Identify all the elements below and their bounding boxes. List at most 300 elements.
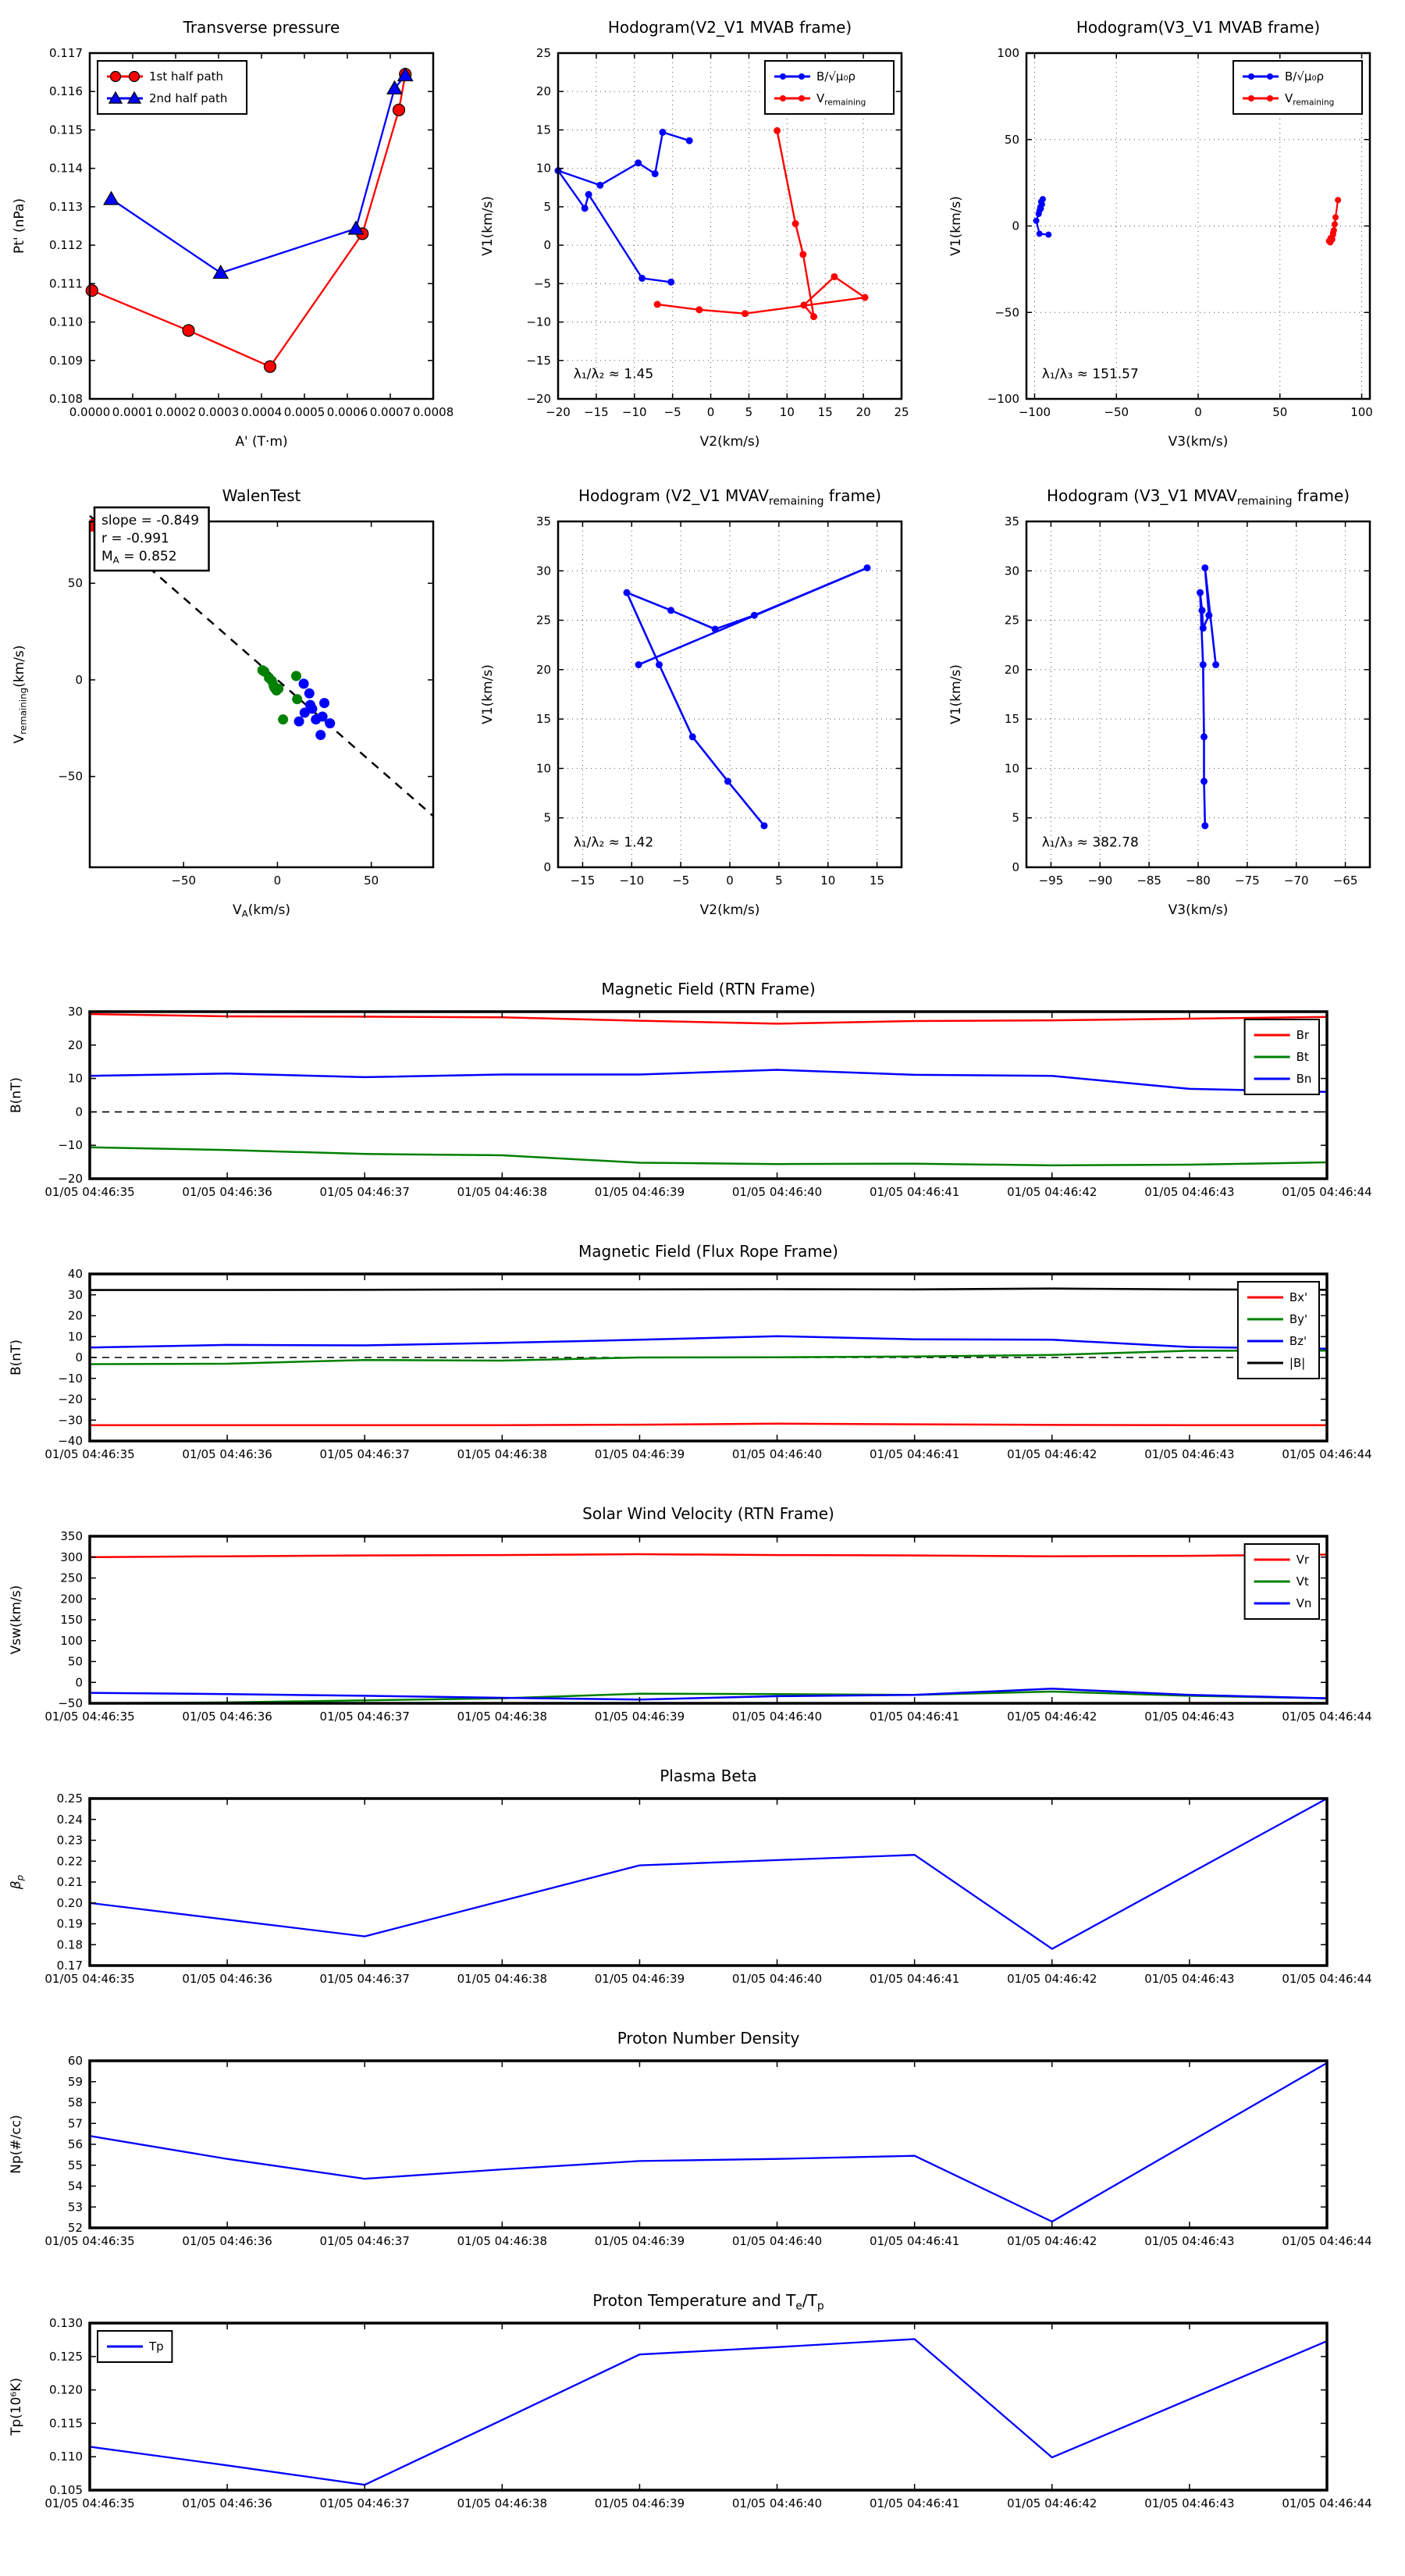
y-tick-label: −20 bbox=[58, 1392, 83, 1407]
x-tick-label: 01/05 04:46:35 bbox=[44, 2496, 135, 2510]
series-v-remaining bbox=[1326, 197, 1342, 245]
chart-plasma-beta bbox=[0, 1759, 1405, 2012]
x-tick-label: 01/05 04:46:40 bbox=[731, 1972, 823, 1986]
legend-label: B/√μ₀ρ bbox=[1285, 69, 1324, 84]
x-tick-label: 01/05 04:46:35 bbox=[44, 1185, 135, 1199]
x-tick-label: 0 bbox=[273, 873, 282, 888]
y-axis-label: Vsw(km/s) bbox=[9, 1585, 24, 1655]
x-axis-label: V3(km/s) bbox=[1168, 434, 1229, 450]
series-np bbox=[90, 2063, 1327, 2222]
proton-number-density-svg bbox=[0, 2022, 1405, 2275]
eigenvalue-annotation: λ₁/λ₃ ≈ 382.78 bbox=[1041, 834, 1139, 851]
stats-line: $M_A = 0.852$ bbox=[101, 549, 177, 566]
x-tick-label: 01/05 04:46:39 bbox=[594, 2234, 685, 2248]
series-bt bbox=[90, 1147, 1327, 1165]
y-tick-label: 56 bbox=[67, 2137, 83, 2151]
hodogram-v2v1-mvab-svg bbox=[468, 5, 937, 473]
x-tick-label: 01/05 04:46:36 bbox=[182, 1185, 272, 1199]
x-tick-label: 01/05 04:46:41 bbox=[869, 1185, 960, 1199]
stats-line: r = -0.991 bbox=[101, 531, 169, 546]
y-tick-label: 0.115 bbox=[49, 2416, 83, 2431]
y-axis-label: Pt' (nPa) bbox=[12, 198, 27, 254]
y-tick-label: −100 bbox=[987, 392, 1019, 406]
y-tick-label: 150 bbox=[60, 1613, 83, 1627]
x-tick-label: 01/05 04:46:40 bbox=[731, 1185, 823, 1199]
y-tick-label: 5 bbox=[543, 810, 551, 825]
ticks bbox=[44, 1005, 1371, 1199]
x-tick-label: 01/05 04:46:38 bbox=[457, 1972, 548, 1986]
x-tick-label: 01/05 04:46:42 bbox=[1007, 2496, 1097, 2510]
chart-title: WalenTest bbox=[222, 486, 301, 505]
legend-label: Vt bbox=[1296, 1574, 1309, 1589]
walen-test-svg bbox=[0, 473, 468, 941]
legend-label: Bn bbox=[1296, 1072, 1312, 1086]
x-tick-label: 01/05 04:46:37 bbox=[319, 1447, 410, 1461]
y-tick-label: 52 bbox=[67, 2221, 83, 2235]
y-tick-label: −10 bbox=[58, 1138, 83, 1153]
legend bbox=[765, 61, 894, 114]
plot-frame bbox=[90, 2061, 1327, 2228]
hodogram-v3v1-mvav-svg bbox=[937, 473, 1405, 941]
x-tick-label: 0.0007 bbox=[369, 405, 411, 419]
y-tick-label: 0.109 bbox=[49, 353, 83, 368]
series-second-half-points bbox=[294, 678, 336, 740]
chart-title: Hodogram (V3_V1 $MVAV_{remaining}$ frame) bbox=[1046, 486, 1350, 508]
y-tick-label: 10 bbox=[535, 761, 551, 776]
y-tick-label: −30 bbox=[58, 1413, 83, 1428]
legend bbox=[1245, 1019, 1319, 1094]
ticks bbox=[1005, 514, 1370, 888]
grid bbox=[1026, 521, 1370, 867]
x-tick-label: 50 bbox=[364, 873, 379, 888]
ticks bbox=[44, 1791, 1371, 1986]
chart-title: Magnetic Field (Flux Rope Frame) bbox=[578, 1242, 838, 1261]
x-tick-label: 01/05 04:46:35 bbox=[44, 1447, 135, 1461]
figure-row-1 bbox=[0, 5, 1405, 473]
legend-label: Vr bbox=[1296, 1553, 1310, 1567]
y-tick-label: 15 bbox=[535, 123, 551, 137]
legend-label: $V_{remaining}$ bbox=[816, 91, 866, 108]
y-tick-label: 0.24 bbox=[56, 1812, 83, 1827]
legend bbox=[1238, 1282, 1319, 1379]
ticks bbox=[536, 514, 902, 888]
y-tick-label: 50 bbox=[67, 576, 83, 591]
y-axis-label: B(nT) bbox=[9, 1076, 24, 1114]
legend-label: Br bbox=[1296, 1028, 1310, 1042]
x-tick-label: 01/05 04:46:44 bbox=[1282, 2496, 1372, 2510]
y-tick-label: 0.23 bbox=[56, 1833, 83, 1848]
x-tick-label: 01/05 04:46:43 bbox=[1144, 1447, 1235, 1461]
x-tick-label: −50 bbox=[1104, 405, 1129, 419]
x-tick-label: 01/05 04:46:43 bbox=[1144, 1710, 1235, 1724]
y-tick-label: 250 bbox=[60, 1571, 83, 1585]
y-tick-label: 25 bbox=[535, 613, 551, 628]
ticks bbox=[44, 2316, 1371, 2510]
x-tick-label: 20 bbox=[855, 405, 871, 419]
x-axis-label: V2(km/s) bbox=[699, 434, 760, 450]
x-tick-label: 01/05 04:46:35 bbox=[44, 1972, 135, 1986]
chart-title: Proton Temperature and $T_e/T_p$ bbox=[592, 2291, 824, 2313]
y-tick-label: 25 bbox=[535, 46, 551, 60]
x-tick-label: 0.0006 bbox=[326, 405, 368, 419]
x-tick-label: 01/05 04:46:39 bbox=[594, 1710, 685, 1724]
y-tick-label: 30 bbox=[67, 1287, 83, 1302]
x-tick-label: −65 bbox=[1332, 873, 1358, 888]
x-tick-label: 0.0000 bbox=[69, 405, 111, 419]
y-tick-label: 50 bbox=[1004, 132, 1019, 147]
x-tick-label: 0.0001 bbox=[112, 405, 154, 419]
y-tick-label: 0 bbox=[75, 1350, 83, 1364]
x-tick-label: 01/05 04:46:42 bbox=[1007, 1185, 1097, 1199]
chart-hodogram-v3v1-mvab bbox=[937, 5, 1405, 473]
y-tick-label: 20 bbox=[535, 84, 551, 99]
x-tick-label: 01/05 04:46:36 bbox=[182, 2234, 272, 2248]
chart-walen-test bbox=[0, 473, 468, 941]
x-tick-label: −5 bbox=[672, 873, 690, 888]
x-tick-label: 01/05 04:46:36 bbox=[182, 1447, 272, 1461]
x-tick-label: 10 bbox=[779, 405, 795, 419]
y-tick-label: 5 bbox=[1012, 810, 1019, 825]
x-tick-label: 01/05 04:46:41 bbox=[869, 2496, 960, 2510]
x-axis-label: V2(km/s) bbox=[699, 902, 760, 918]
x-axis-label: A' (T·m) bbox=[235, 434, 288, 450]
y-tick-label: 20 bbox=[535, 662, 551, 677]
x-tick-label: −90 bbox=[1087, 873, 1113, 888]
x-tick-label: 01/05 04:46:42 bbox=[1007, 1972, 1097, 1986]
chart-title: Hodogram(V3_V1 MVAB frame) bbox=[1076, 18, 1321, 37]
y-tick-label: 0 bbox=[543, 860, 551, 874]
x-tick-label: 01/05 04:46:41 bbox=[869, 2234, 960, 2248]
chart-magnetic-field-rtn bbox=[0, 973, 1405, 1226]
chart-title: Transverse pressure bbox=[183, 18, 340, 37]
legend-label: Tp bbox=[149, 2339, 164, 2354]
plot-frame bbox=[90, 2323, 1327, 2490]
magnetic-field-flux-rope-svg bbox=[0, 1235, 1405, 1488]
y-tick-label: 0 bbox=[75, 1105, 83, 1119]
y-tick-label: 0.114 bbox=[49, 161, 83, 176]
y-tick-label: 54 bbox=[67, 2179, 83, 2194]
y-tick-label: 40 bbox=[67, 1267, 83, 1281]
y-tick-label: 15 bbox=[1004, 712, 1019, 727]
chart-proton-number-density bbox=[0, 2022, 1405, 2275]
plot-frame bbox=[90, 521, 433, 867]
x-tick-label: −85 bbox=[1136, 873, 1161, 888]
x-tick-label: −70 bbox=[1283, 873, 1309, 888]
legend-label: B/√μ₀ρ bbox=[816, 69, 855, 84]
y-axis-label: V1(km/s) bbox=[480, 196, 496, 256]
x-tick-label: 01/05 04:46:37 bbox=[319, 2496, 410, 2510]
y-tick-label: 200 bbox=[60, 1592, 83, 1606]
y-tick-label: 0.110 bbox=[49, 2450, 83, 2464]
y-axis-label: V1(km/s) bbox=[948, 664, 964, 724]
x-tick-label: −80 bbox=[1186, 873, 1211, 888]
eigenvalue-annotation: λ₁/λ₃ ≈ 151.57 bbox=[1041, 366, 1139, 382]
x-tick-label: 0.0004 bbox=[240, 405, 283, 419]
y-tick-label: −50 bbox=[58, 769, 83, 784]
series-vr bbox=[90, 1554, 1327, 1557]
y-tick-label: −50 bbox=[58, 1696, 83, 1710]
legend-label: 2nd half path bbox=[149, 91, 228, 105]
x-tick-label: 01/05 04:46:44 bbox=[1282, 1972, 1372, 1986]
x-tick-label: −20 bbox=[546, 405, 571, 419]
y-tick-label: 20 bbox=[67, 1308, 83, 1323]
x-tick-label: 01/05 04:46:41 bbox=[869, 1710, 960, 1724]
x-tick-label: 01/05 04:46:37 bbox=[319, 1972, 410, 1986]
ticks bbox=[58, 521, 433, 888]
legend bbox=[98, 2331, 172, 2362]
figure-row-2 bbox=[0, 473, 1405, 941]
legend-label: By' bbox=[1289, 1312, 1308, 1326]
y-tick-label: 30 bbox=[535, 564, 551, 578]
y-tick-label: 20 bbox=[1004, 662, 1019, 677]
y-tick-label: −40 bbox=[58, 1434, 83, 1448]
y-tick-label: 0.110 bbox=[49, 315, 83, 329]
y-tick-label: 0.105 bbox=[49, 2483, 83, 2497]
y-tick-label: 0.111 bbox=[49, 276, 83, 291]
magnetic-field-rtn-svg bbox=[0, 973, 1405, 1226]
x-tick-label: 01/05 04:46:44 bbox=[1282, 2234, 1372, 2248]
y-tick-label: 0 bbox=[543, 238, 551, 253]
y-tick-label: 0.116 bbox=[49, 84, 83, 99]
chart-title: Plasma Beta bbox=[660, 1767, 757, 1785]
x-tick-label: 01/05 04:46:38 bbox=[457, 2496, 548, 2510]
y-tick-label: 0.22 bbox=[56, 1854, 83, 1869]
stats-annotation-box bbox=[94, 507, 209, 571]
x-tick-label: 01/05 04:46:39 bbox=[594, 2496, 685, 2510]
legend bbox=[1233, 61, 1362, 114]
y-tick-label: 10 bbox=[67, 1329, 83, 1344]
y-tick-label: 10 bbox=[1004, 761, 1019, 776]
chart-title: Proton Number Density bbox=[617, 2029, 800, 2048]
series-bz- bbox=[90, 1336, 1327, 1349]
y-tick-label: 0 bbox=[1012, 860, 1019, 874]
y-tick-label: −5 bbox=[533, 276, 551, 291]
x-tick-label: 01/05 04:46:36 bbox=[182, 2496, 272, 2510]
y-tick-label: 0.18 bbox=[56, 1937, 83, 1952]
chart-title: Hodogram (V2_V1 $MVAV_{remaining}$ frame) bbox=[578, 486, 882, 508]
x-tick-label: −100 bbox=[1018, 405, 1051, 419]
x-tick-label: −10 bbox=[619, 873, 645, 888]
y-axis-label: B(nT) bbox=[9, 1339, 24, 1376]
x-tick-label: −95 bbox=[1038, 873, 1064, 888]
y-tick-label: 0.25 bbox=[56, 1791, 83, 1806]
x-tick-label: 01/05 04:46:39 bbox=[594, 1185, 685, 1199]
chart-title: Magnetic Field (RTN Frame) bbox=[601, 980, 816, 998]
x-tick-label: 01/05 04:46:41 bbox=[869, 1972, 960, 1986]
y-tick-label: 0 bbox=[75, 1675, 83, 1690]
series-v-hodogram bbox=[624, 564, 871, 829]
x-tick-label: −15 bbox=[570, 873, 596, 888]
x-tick-label: 0.0003 bbox=[197, 405, 240, 419]
x-tick-label: 0 bbox=[1194, 405, 1202, 419]
y-tick-label: 5 bbox=[543, 199, 551, 214]
x-tick-label: 01/05 04:46:40 bbox=[731, 1447, 823, 1461]
x-tick-label: 01/05 04:46:39 bbox=[594, 1972, 685, 1986]
y-tick-label: 0.115 bbox=[49, 123, 83, 137]
x-tick-label: 01/05 04:46:37 bbox=[319, 1710, 410, 1724]
series-v-hodogram bbox=[1197, 564, 1219, 829]
x-tick-label: 01/05 04:46:43 bbox=[1144, 1185, 1235, 1199]
y-tick-label: 0.20 bbox=[56, 1895, 83, 1910]
x-tick-label: 0.0005 bbox=[283, 405, 325, 419]
y-axis-label: V1(km/s) bbox=[948, 196, 964, 256]
y-tick-label: 60 bbox=[67, 2054, 83, 2068]
legend-label: 1st half path bbox=[149, 69, 224, 84]
y-tick-label: 57 bbox=[67, 2116, 83, 2131]
chart-solar-wind-velocity bbox=[0, 1497, 1405, 1750]
x-tick-label: 01/05 04:46:42 bbox=[1007, 1710, 1097, 1724]
y-tick-label: 0 bbox=[1012, 219, 1019, 233]
y-tick-label: 0.21 bbox=[56, 1875, 83, 1889]
y-tick-label: 0.17 bbox=[56, 1959, 83, 1973]
y-tick-label: 0.125 bbox=[49, 2349, 83, 2364]
x-tick-label: 01/05 04:46:40 bbox=[731, 2234, 823, 2248]
y-tick-label: −50 bbox=[994, 305, 1019, 320]
y-tick-label: 35 bbox=[535, 514, 551, 528]
series-tp bbox=[90, 2339, 1327, 2485]
y-tick-label: 53 bbox=[67, 2200, 83, 2215]
hodogram-v2v1-mvav-svg bbox=[468, 473, 937, 941]
x-tick-label: 0 bbox=[726, 873, 734, 888]
chart-title: Solar Wind Velocity (RTN Frame) bbox=[582, 1504, 834, 1523]
x-tick-label: 01/05 04:46:42 bbox=[1007, 2234, 1097, 2248]
x-tick-label: 15 bbox=[870, 873, 885, 888]
y-tick-label: 30 bbox=[1004, 564, 1019, 578]
x-tick-label: 01/05 04:46:43 bbox=[1144, 2234, 1235, 2248]
x-tick-label: −10 bbox=[621, 405, 647, 419]
chart-proton-temperature bbox=[0, 2284, 1405, 2537]
legend bbox=[1245, 1544, 1319, 1619]
x-tick-label: 01/05 04:46:41 bbox=[869, 1447, 960, 1461]
x-tick-label: 0 bbox=[706, 405, 715, 419]
chart-hodogram-v2v1-mvav bbox=[468, 473, 937, 941]
y-tick-label: 55 bbox=[67, 2158, 83, 2172]
y-tick-label: 58 bbox=[67, 2095, 83, 2110]
y-tick-label: 100 bbox=[997, 46, 1019, 60]
series-b-over-sqrt-mu0-rho bbox=[1033, 196, 1052, 237]
legend-label: $V_{remaining}$ bbox=[1285, 91, 1335, 108]
legend-label: Vn bbox=[1296, 1596, 1312, 1610]
y-tick-label: 35 bbox=[1004, 514, 1019, 528]
x-tick-label: 15 bbox=[817, 405, 833, 419]
y-tick-label: −10 bbox=[526, 315, 551, 329]
y-tick-label: 300 bbox=[60, 1550, 83, 1564]
stats-line: slope = -0.849 bbox=[101, 513, 200, 528]
legend bbox=[98, 61, 247, 114]
legend-label: |B| bbox=[1289, 1356, 1306, 1370]
plot-frame bbox=[90, 1536, 1327, 1703]
x-tick-label: −75 bbox=[1235, 873, 1260, 888]
x-tick-label: 01/05 04:46:44 bbox=[1282, 1447, 1372, 1461]
x-tick-label: −50 bbox=[171, 873, 197, 888]
y-tick-label: −10 bbox=[58, 1371, 83, 1386]
x-tick-label: 100 bbox=[1350, 405, 1373, 419]
proton-temperature-svg bbox=[0, 2284, 1405, 2537]
y-axis-label: V1(km/s) bbox=[480, 664, 496, 724]
y-tick-label: 0.130 bbox=[49, 2316, 83, 2330]
chart-transverse-pressure bbox=[0, 5, 468, 473]
chart-magnetic-field-flux-rope bbox=[0, 1235, 1405, 1488]
y-tick-label: 0.108 bbox=[49, 392, 83, 406]
hodogram-v3v1-mvab-svg bbox=[937, 5, 1405, 473]
series-first-half-points bbox=[258, 665, 302, 724]
y-axis-label: Np(#/cc) bbox=[9, 2115, 24, 2174]
legend-label: Bz' bbox=[1289, 1334, 1307, 1348]
x-tick-label: 01/05 04:46:43 bbox=[1144, 2496, 1235, 2510]
plot-frame bbox=[90, 1799, 1327, 1966]
x-tick-label: 10 bbox=[820, 873, 836, 888]
transverse-pressure-svg bbox=[0, 5, 468, 473]
x-tick-label: 01/05 04:46:38 bbox=[457, 1447, 548, 1461]
y-tick-label: 59 bbox=[67, 2074, 83, 2089]
x-tick-label: 01/05 04:46:36 bbox=[182, 1710, 272, 1724]
x-tick-label: −5 bbox=[663, 405, 681, 419]
x-tick-label: 01/05 04:46:40 bbox=[731, 1710, 823, 1724]
y-tick-label: 50 bbox=[67, 1654, 83, 1669]
chart-hodogram-v2v1-mvab bbox=[468, 5, 937, 473]
series-br bbox=[90, 1014, 1327, 1023]
solar-wind-velocity-svg bbox=[0, 1497, 1405, 1750]
y-tick-label: −20 bbox=[526, 392, 551, 406]
y-tick-label: −15 bbox=[526, 353, 551, 368]
y-tick-label: 10 bbox=[67, 1071, 83, 1086]
x-tick-label: 01/05 04:46:39 bbox=[594, 1447, 685, 1461]
y-tick-label: 350 bbox=[60, 1529, 83, 1543]
series--b- bbox=[90, 1289, 1327, 1290]
x-axis-label: V3(km/s) bbox=[1168, 902, 1229, 918]
grid bbox=[558, 521, 902, 867]
x-tick-label: 01/05 04:46:36 bbox=[182, 1972, 272, 1986]
x-tick-label: 01/05 04:46:38 bbox=[457, 1185, 548, 1199]
series-bn bbox=[90, 1070, 1327, 1092]
x-tick-label: 01/05 04:46:38 bbox=[457, 1710, 548, 1724]
legend-label: Bt bbox=[1296, 1050, 1309, 1064]
x-tick-label: 0.0002 bbox=[155, 405, 197, 419]
x-tick-label: 01/05 04:46:35 bbox=[44, 1710, 135, 1724]
x-tick-label: −15 bbox=[584, 405, 609, 419]
x-tick-label: 01/05 04:46:37 bbox=[319, 1185, 410, 1199]
x-tick-label: 01/05 04:46:42 bbox=[1007, 1447, 1097, 1461]
y-axis-label: $\beta_p$ bbox=[9, 1874, 26, 1890]
legend-label: Bx' bbox=[1289, 1290, 1308, 1304]
x-tick-label: 5 bbox=[775, 873, 783, 888]
x-tick-label: 01/05 04:46:44 bbox=[1282, 1185, 1372, 1199]
y-tick-label: 0.113 bbox=[49, 199, 83, 214]
series-v-remaining bbox=[654, 127, 869, 320]
y-tick-label: 15 bbox=[535, 712, 551, 727]
y-tick-label: 0 bbox=[75, 672, 83, 687]
x-tick-label: 01/05 04:46:37 bbox=[319, 2234, 410, 2248]
y-tick-label: −20 bbox=[58, 1172, 83, 1186]
y-tick-label: 25 bbox=[1004, 613, 1019, 628]
eigenvalue-annotation: λ₁/λ₂ ≈ 1.45 bbox=[573, 366, 654, 382]
y-tick-label: 20 bbox=[67, 1037, 83, 1052]
x-tick-label: 01/05 04:46:40 bbox=[731, 2496, 823, 2510]
series-bx- bbox=[90, 1424, 1327, 1425]
chart-title: Hodogram(V2_V1 MVAB frame) bbox=[607, 18, 852, 37]
chart-hodogram-v3v1-mvav bbox=[937, 473, 1405, 941]
plot-frame bbox=[90, 1012, 1327, 1179]
y-tick-label: 0.120 bbox=[49, 2382, 83, 2397]
y-tick-label: 0.112 bbox=[49, 238, 83, 253]
y-axis-label: $V_{remaining}(km/s)$ bbox=[12, 645, 29, 744]
eigenvalue-annotation: λ₁/λ₂ ≈ 1.42 bbox=[573, 834, 654, 851]
y-tick-label: 0.19 bbox=[56, 1916, 83, 1931]
x-tick-label: 01/05 04:46:35 bbox=[44, 2234, 135, 2248]
x-tick-label: 5 bbox=[745, 405, 753, 419]
series-beta-p bbox=[90, 1799, 1327, 1949]
x-tick-label: 25 bbox=[894, 405, 909, 419]
